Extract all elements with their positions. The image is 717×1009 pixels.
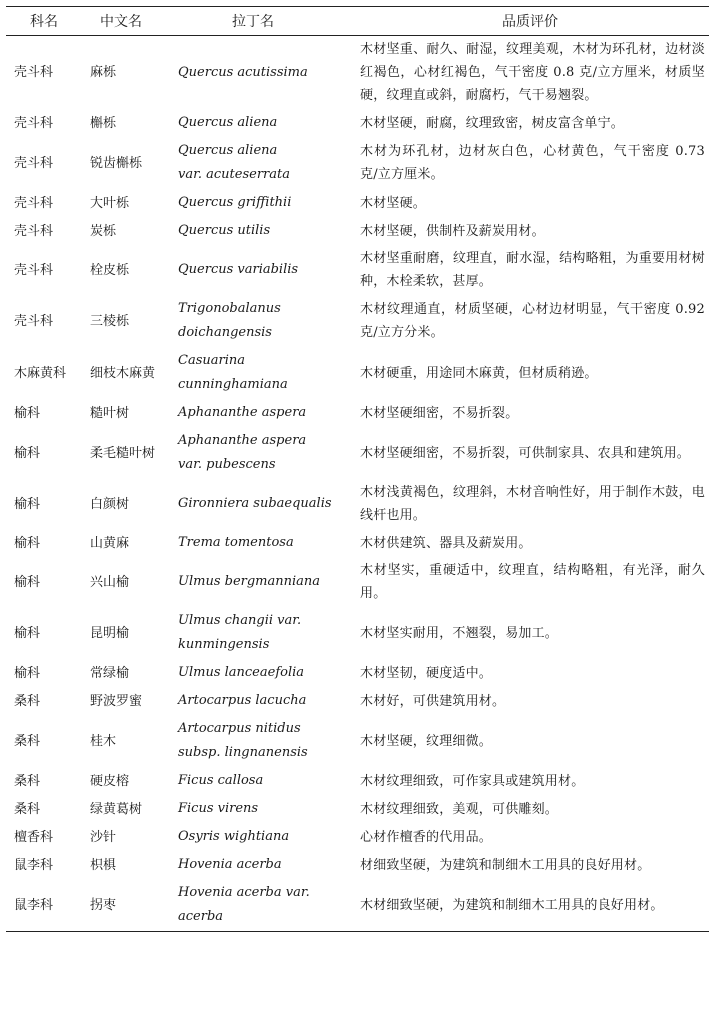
latin-name-line: Ulmus changii var. (178, 613, 302, 628)
cell-latin-name (172, 823, 352, 851)
table-row (6, 479, 709, 529)
cell-latin-name (172, 36, 352, 110)
cell-family: 榆科 (14, 574, 41, 590)
cell-chinese-name: 常绿榆 (90, 665, 130, 681)
latin-name-line: Trema tomentosa (178, 535, 294, 550)
cell-evaluation: 木材坚重、耐久、耐湿，纹理美观，木材为环孔材，边材淡红褐色，心材红褐色，气干密度 0.8 克/立方厘米，材质坚硬，纹理直或斜，耐腐朽，气干易翘裂。 (360, 42, 705, 103)
cell-chinese-name: 野波罗蜜 (90, 693, 143, 709)
latin-name-line: Hovenia acerba (178, 857, 282, 872)
table-row (6, 687, 709, 715)
table-row (6, 217, 709, 245)
cell-family: 榆科 (14, 535, 41, 551)
cell-evaluation: 木材供建筑、器具及薪炭用。 (360, 535, 532, 551)
cell-latin-name (172, 767, 352, 795)
cell-family: 壳斗科 (14, 195, 54, 211)
cell-evaluation: 木材坚硬细密，不易折裂，可供制家具、农具和建筑用。 (360, 445, 691, 461)
table-row (6, 245, 709, 295)
latin-name-line: Quercus griffithii (178, 195, 292, 210)
table-row (6, 36, 709, 110)
table-row (6, 607, 709, 659)
latin-name-line: Aphananthe aspera (178, 405, 307, 420)
cell-latin-name (172, 189, 352, 217)
latin-name-line: Gironniera subaequalis (178, 496, 332, 511)
cell-chinese-name: 炭栎 (90, 223, 117, 239)
cell-evaluation: 木材坚硬，纹理细微。 (360, 733, 493, 749)
latin-name-line: Trigonobalanus (178, 301, 281, 316)
latin-name-line: Casuarina cunninghamiana (178, 353, 288, 392)
table-row (6, 109, 709, 137)
cell-latin-name (172, 851, 352, 879)
cell-evaluation: 材细致坚硬，为建筑和制细木工用具的良好用材。 (360, 857, 651, 873)
cell-latin-name (172, 217, 352, 245)
cell-evaluation: 心材作檀香的代用品。 (360, 829, 493, 845)
latin-name-line: Ficus callosa (178, 773, 264, 788)
table-row (6, 851, 709, 879)
header-evaluation: 品质评价 (352, 7, 709, 36)
header-latin-name: 拉丁名 (172, 7, 352, 36)
cell-family: 壳斗科 (14, 155, 54, 171)
table-row (6, 137, 709, 189)
cell-evaluation: 木材坚实，重硬适中，纹理直，结构略粗，有光泽，耐久用。 (360, 563, 705, 601)
table-row (6, 189, 709, 217)
latin-name-line: Quercus utilis (178, 223, 271, 238)
wood-quality-table (6, 6, 709, 932)
cell-family: 榆科 (14, 496, 41, 512)
cell-evaluation: 木材坚韧，硬度适中。 (360, 665, 493, 681)
latin-name-line: Ulmus lanceaefolia (178, 665, 305, 680)
cell-chinese-name: 山黄麻 (90, 535, 130, 551)
cell-family: 壳斗科 (14, 65, 54, 80)
cell-latin-name (172, 795, 352, 823)
latin-name-line: doichangensis (178, 325, 272, 340)
cell-latin-name (172, 557, 352, 607)
table-row (6, 529, 709, 557)
cell-latin-name (172, 295, 352, 347)
header-family: 科名 (6, 7, 82, 36)
latin-name-line: Ficus virens (178, 801, 259, 816)
cell-family: 桑科 (14, 693, 41, 709)
cell-family: 榆科 (14, 445, 41, 461)
latin-name-line: Osyris wightiana (178, 829, 290, 844)
cell-latin-name (172, 529, 352, 557)
cell-evaluation: 木材坚硬。 (360, 195, 427, 211)
cell-evaluation: 木材为环孔材，边材灰白色，心材黄色，气干密度 0.73 克/立方厘米。 (360, 144, 705, 182)
table-row (6, 427, 709, 479)
cell-family: 榆科 (14, 405, 41, 421)
table-row (6, 659, 709, 687)
table-row (6, 399, 709, 427)
cell-evaluation: 木材坚硬，供制杵及薪炭用材。 (360, 223, 545, 239)
latin-name-line: Artocarpus nitidus (178, 721, 301, 736)
cell-chinese-name: 糙叶树 (90, 405, 130, 421)
latin-name-line: Artocarpus lacucha (178, 693, 307, 708)
cell-evaluation: 木材坚重耐磨，纹理直，耐水湿，结构略粗，为重要用材树种，木栓柔软，甚厚。 (360, 251, 705, 289)
cell-chinese-name: 柔毛糙叶树 (90, 445, 156, 461)
cell-chinese-name: 兴山榆 (90, 574, 130, 590)
table-row (6, 295, 709, 347)
cell-family: 榆科 (14, 665, 41, 681)
table-row (6, 823, 709, 851)
cell-evaluation: 木材坚硬细密，不易折裂。 (360, 405, 519, 421)
table-row (6, 715, 709, 767)
cell-latin-name (172, 427, 352, 479)
cell-evaluation: 木材坚硬，耐腐，纹理致密，树皮富含单宁。 (360, 115, 625, 131)
cell-chinese-name: 麻栎 (90, 65, 117, 80)
cell-evaluation: 木材坚实耐用，不翘裂，易加工。 (360, 625, 559, 641)
cell-chinese-name: 枳椇 (90, 857, 117, 873)
cell-latin-name (172, 137, 352, 189)
cell-chinese-name: 细枝木麻黄 (90, 365, 156, 381)
cell-evaluation: 木材硬重，用途同木麻黄，但材质稍逊。 (360, 365, 598, 381)
cell-family: 壳斗科 (14, 115, 54, 131)
cell-latin-name (172, 479, 352, 529)
cell-evaluation: 木材浅黄褐色，纹理斜，木材音响性好，用于制作木鼓，电线杆也用。 (360, 485, 705, 523)
cell-chinese-name: 硬皮榕 (90, 773, 130, 789)
latin-name-line: subsp. lingnanensis (178, 745, 308, 760)
cell-chinese-name: 槲栎 (90, 115, 117, 131)
header-row (6, 7, 709, 36)
cell-latin-name (172, 687, 352, 715)
header-chinese-name: 中文名 (82, 7, 172, 36)
cell-evaluation: 木材纹理细致，美观，可供雕刻。 (360, 801, 559, 817)
table-row (6, 557, 709, 607)
cell-family: 桑科 (14, 733, 41, 749)
cell-evaluation: 木材好，可供建筑用材。 (360, 693, 506, 709)
table-row (6, 795, 709, 823)
cell-family: 桑科 (14, 773, 41, 789)
table-row (6, 347, 709, 399)
cell-chinese-name: 锐齿槲栎 (90, 155, 143, 171)
cell-family: 鼠李科 (6, 879, 82, 932)
cell-chinese-name: 白颜树 (90, 496, 130, 512)
latin-name-line: kunmingensis (178, 637, 270, 652)
table-row (6, 879, 709, 932)
latin-name-line: Quercus acutissima (178, 64, 308, 80)
cell-latin-name (172, 659, 352, 687)
latin-name-line: Ulmus bergmanniana (178, 574, 321, 589)
table-row (6, 767, 709, 795)
latin-name-line: Quercus aliena (178, 115, 278, 130)
latin-name-line: Aphananthe aspera (178, 433, 307, 448)
latin-name-line: var. pubescens (178, 457, 276, 472)
cell-family: 桑科 (14, 801, 41, 817)
cell-latin-name (172, 399, 352, 427)
latin-name-line: var. acuteserrata (178, 167, 290, 182)
cell-family: 鼠李科 (14, 857, 54, 873)
cell-latin-name (172, 245, 352, 295)
cell-evaluation: 木材细致坚硬，为建筑和制细木工用具的良好用材。 (352, 879, 709, 932)
cell-family: 木麻黄科 (14, 365, 67, 381)
cell-latin-name (172, 109, 352, 137)
cell-chinese-name: 大叶栎 (90, 195, 130, 211)
cell-family: 檀香科 (14, 829, 54, 845)
cell-family: 榆科 (14, 625, 41, 641)
latin-name-line: Quercus aliena (178, 143, 278, 158)
cell-evaluation: 木材纹理通直，材质坚硬，心材边材明显，气干密度 0.92 克/立方分米。 (360, 302, 705, 340)
cell-family: 壳斗科 (14, 262, 54, 278)
cell-latin-name (172, 879, 352, 932)
table-header (6, 7, 709, 36)
cell-latin-name (172, 715, 352, 767)
cell-chinese-name: 三棱栎 (90, 313, 130, 329)
cell-evaluation: 木材纹理细致，可作家具或建筑用材。 (360, 773, 585, 789)
cell-chinese-name: 绿黄葛树 (90, 801, 143, 817)
cell-chinese-name: 昆明榆 (90, 625, 130, 641)
cell-chinese-name: 桂木 (90, 733, 117, 749)
cell-family: 壳斗科 (14, 223, 54, 239)
cell-latin-name (172, 347, 352, 399)
cell-family: 壳斗科 (14, 313, 54, 329)
cell-chinese-name: 拐枣 (82, 879, 172, 932)
table-body (6, 36, 709, 932)
latin-name-line: Hovenia acerba var. acerba (178, 885, 310, 924)
cell-latin-name (172, 607, 352, 659)
cell-chinese-name: 沙针 (90, 829, 117, 845)
latin-name-line: Quercus variabilis (178, 262, 299, 277)
cell-chinese-name: 栓皮栎 (90, 262, 130, 278)
